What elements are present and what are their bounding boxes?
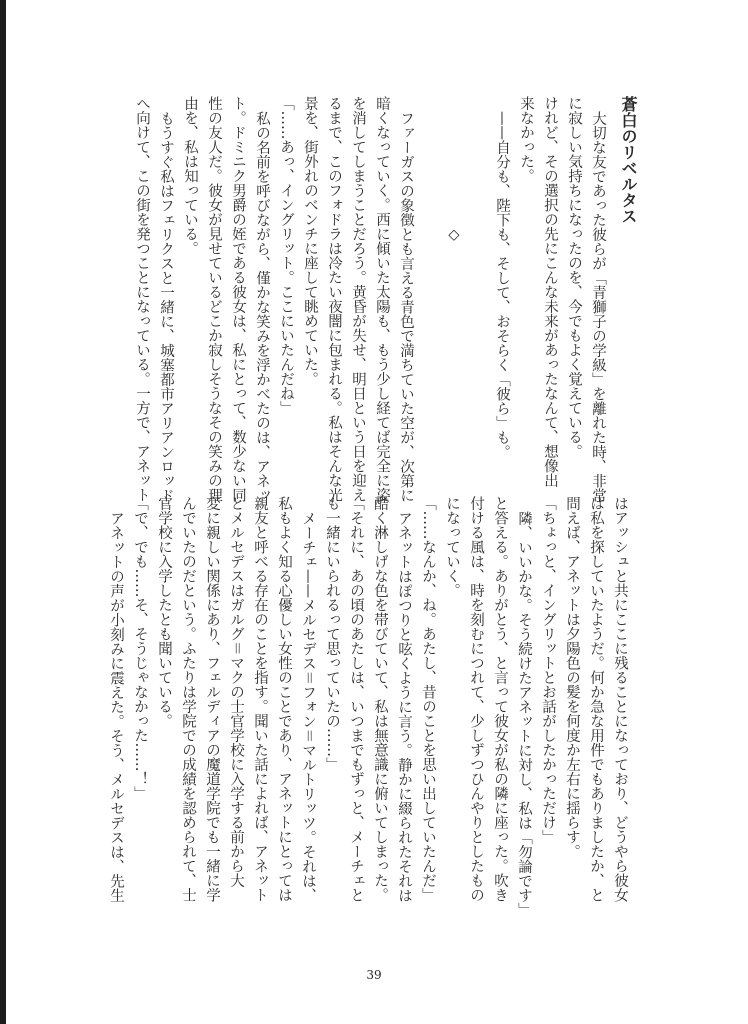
text-line: を消してしまうことだろう。黄昏が失せ、明日という日を迎え xyxy=(350,96,366,502)
text-line: 「……あっ、イングリット。ここにいたんだね」 xyxy=(278,96,294,415)
section-break-diamond: ◇ xyxy=(446,226,462,243)
viewer-left-edge xyxy=(0,0,6,1024)
text-line: 景を、街外れのベンチに座して眺めていた。 xyxy=(302,96,318,386)
text-line: 「それに、あの頃のあたしは、いつまでもずっと、メーチェと xyxy=(348,496,364,902)
text-line xyxy=(466,96,490,476)
text-line: へ向けて、この街を発つことになっている。一方で、アネット xyxy=(134,96,150,502)
text-line: 付ける風は、時を刻むにつれて、少しずつひんやりとしたもの xyxy=(468,496,484,902)
text-line: と答える。ありがとう、と言って彼女が私の隣に座った。吹き xyxy=(492,496,508,902)
text-line: になっていく。 xyxy=(444,496,460,598)
text-line: 「で、でも……そ、そうじゃなかった……！」 xyxy=(132,496,148,801)
text-line: アネットはぽつりと呟くように言う。静かに綴られたそれは xyxy=(396,510,412,902)
text-line: 酷く淋しげな色を帯びていて、私は無意識に俯いてしまった。 xyxy=(372,496,388,902)
text-line: も一緒にいられるって思っていたの……」 xyxy=(324,496,340,772)
text-line: はアッシュと共にここに残ることになっており、どうやら彼女 xyxy=(612,496,628,902)
text-line: とメルセデスはガルグ＝マクの士官学校に入学する前から大 xyxy=(228,496,244,888)
text-line: メーチェ——メルセデス＝フォン＝マルトリッツ。それは、 xyxy=(300,510,316,902)
text-line: ファーガスの象徴とも言える青色で満ちていた空が、次第に xyxy=(398,110,414,502)
chapter-title: 蒼白のリベルタス xyxy=(619,96,638,224)
text-line: 親友と呼べる存在のことを指す。聞いた話によれば、アネット xyxy=(252,496,268,902)
text-line: んでいたのだという。ふたりは学院での成績を認められて、士 xyxy=(180,496,196,902)
text-line: 変に親しい関係にあり、フェルディアの魔道学院でも一緒に学 xyxy=(204,496,220,902)
text-line: 問えば、アネットは夕陽色の髪を何度か左右に揺らす。 xyxy=(564,496,580,859)
text-line: もうすぐ私はフェリクスと一緒に、城塞都市アリアンロッド xyxy=(158,110,174,502)
text-line: 来なかった。 xyxy=(518,96,534,183)
page-number: 39 xyxy=(366,968,382,982)
text-line: 隣、いいかな。そう続けたアネットに対し、私は「勿論です」 xyxy=(516,510,532,917)
text-line: 性の友人だ。彼女が見せているどこか寂しそうなその笑みの理 xyxy=(206,96,222,502)
text-line: アネットの声が小刻みに震えた。そう、メルセデスは、先生 xyxy=(108,510,124,902)
upper-text-tier xyxy=(130,96,640,502)
text-line xyxy=(418,96,442,476)
text-line: 暗くなっていく。西に傾いた太陽も、もう少し経てば完全に姿 xyxy=(374,96,390,502)
text-line: は私を探していたようだ。何か急な用件でもありましたか、と xyxy=(588,496,604,902)
text-line: 私もよく知る心優しい女性のことであり、アネットにとっては xyxy=(276,496,292,902)
text-line: 私の名前を呼びながら、僅かな笑みを浮かべたのは、アネッ xyxy=(254,110,270,502)
text-line: 大切な友であった彼らが「青獅子の学級」を離れた時、非常 xyxy=(590,110,606,502)
text-line: ——自分も、陛下も、そして、おそらく「彼ら」も。 xyxy=(494,110,510,459)
text-line: 官学校に入学したとも聞いている。 xyxy=(156,496,172,728)
text-line: 「……なんか、ね。あたし、昔のことを思い出していたんだ」 xyxy=(420,496,436,902)
text-line: 由を、私は知っている。 xyxy=(182,96,198,256)
text-line: に寂しい気持ちになったのを、今でもよく覚えている。 xyxy=(566,96,582,459)
text-line: るまで、このフォドラは冷たい夜闇に包まれる。私はそんな光 xyxy=(326,96,342,502)
text-line: 「ちょっと、イングリットとお話がしたかっただけ」 xyxy=(540,496,556,844)
lower-text-tier xyxy=(104,496,632,917)
text-line: ト。ドミニク男爵の姪である彼女は、私にとって、数少ない同 xyxy=(230,96,246,502)
text-line: けれど、その選択の先にこんな未来があったなんて、想像出 xyxy=(542,96,558,488)
